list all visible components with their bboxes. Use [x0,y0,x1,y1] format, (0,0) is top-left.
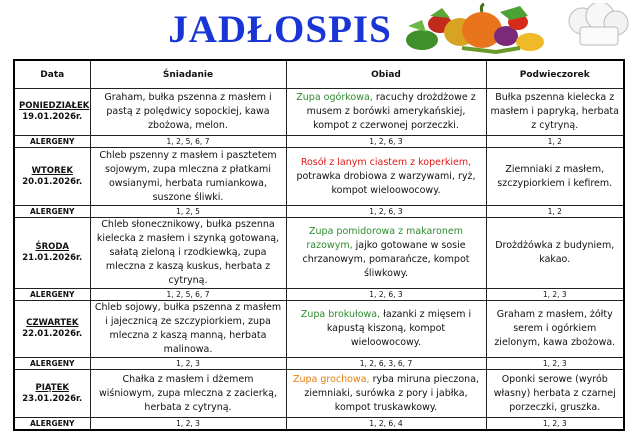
allergens-lunch: 1, 2, 6, 3, 6, 7 [286,358,486,370]
allergens-snack: 1, 2, 3 [486,289,624,301]
allergens-label: ALERGENY [14,358,90,370]
header-row [14,60,624,89]
breakfast-cell: Graham, bułka pszenna z masłem i pastą z polędwicy sopockiej, kawa zbożowa, melon. [90,89,286,136]
day-cell [14,218,90,289]
allergens-breakfast: 1, 2, 5 [90,206,286,218]
allergens-snack: 1, 2, 3 [486,358,624,370]
snack-cell: Drożdżówka z budyniem, kakao. [486,218,624,289]
allergens-label: ALERGENY [14,289,90,301]
menu-row-monday [14,89,624,136]
chef-hat-icon [566,3,630,49]
snack-cell: Bułka pszenna kielecka z masłem i papryką, herbata z cytryną. [486,89,624,136]
allergens-breakfast: 1, 2, 3 [90,418,286,431]
allergens-snack: 1, 2 [486,136,624,148]
allergens-breakfast: 1, 2, 3 [90,358,286,370]
day-name: ŚRODA [35,242,70,252]
day-name: WTOREK [31,165,73,176]
header-snack: Podwieczorek [486,60,624,89]
day-cell [14,301,90,358]
day-date: 21.01.2026r. [22,253,83,263]
day-date: 19.01.2026r. [22,112,83,122]
menu-table [13,59,625,431]
lunch-rest: łazanki z mięsem i kapustą kiszoną, kompot wieloowocowy. [326,309,472,348]
day-date: 20.01.2026r. [22,176,83,187]
vegetables-illustration [400,2,590,58]
soup-name: Zupa grochowa, [292,373,370,385]
soup-name: Rosół z lanym ciastem z koperkiem, [300,156,472,168]
snack-cell: Ziemniaki z masłem, szczypiorkiem i kefirem. [486,148,624,206]
day-name: PIĄTEK [35,382,69,393]
day-cell [14,148,90,206]
allergens-row [14,358,624,370]
soup-name: Zupa pomidorowa z makaronem razowym, [306,226,463,251]
header-date: Data [14,60,90,89]
lunch-rest: ryba miruna pieczona, ziemniaki, surówka z pory i jabłka, kompot truskawkowy. [304,373,480,413]
menu-row-wednesday [14,218,624,289]
allergens-row [14,418,624,431]
day-cell [14,89,90,136]
allergens-breakfast: 1, 2, 5, 6, 7 [90,136,286,148]
day-date: 22.01.2026r. [22,329,83,339]
allergens-label: ALERGENY [14,206,90,218]
allergens-snack: 1, 2, 3 [486,418,624,431]
lunch-cell [286,370,486,418]
allergens-lunch: 1, 2, 6, 3 [286,136,486,148]
allergens-breakfast: 1, 2, 5, 6, 7 [90,289,286,301]
lunch-rest: jajko gotowane w sosie chrzanowym, pomarańcze, kompot śliwkowy. [302,240,470,279]
day-cell [14,370,90,418]
day-name: CZWARTEK [26,318,79,328]
allergens-lunch: 1, 2, 6, 3 [286,289,486,301]
allergens-row [14,206,624,218]
snack-cell: Oponki serowe (wyrób własny) herbata z czarnej porzeczki, gruszka. [486,370,624,418]
lunch-cell [286,89,486,136]
day-name: PONIEDZIAŁEK [19,101,90,111]
breakfast-cell: Chleb słonecznikowy, bułka pszenna kielecka z masłem i szynką gotowaną, sałatą zieloną i rzodkiewką, zupa mleczna z kaszą kuskus, herbata z cytryną. [90,218,286,289]
allergens-label: ALERGENY [14,418,90,431]
header-lunch: Obiad [286,60,486,89]
menu-row-friday [14,370,624,418]
allergens-snack: 1, 2 [486,206,624,218]
allergens-lunch: 1, 2, 6, 3 [286,206,486,218]
header-breakfast: Śniadanie [90,60,286,89]
lunch-cell [286,218,486,289]
lunch-cell [286,148,486,206]
allergens-label: ALERGENY [14,136,90,148]
breakfast-cell: Chałka z masłem i dżemem wiśniowym, zupa mleczna z zacierką, herbata z cytryną. [90,370,286,418]
allergens-row [14,289,624,301]
day-date: 23.01.2026r. [22,393,83,404]
allergens-lunch: 1, 2, 6, 4 [286,418,486,431]
lunch-rest: racuchy drożdżowe z musem z borówki amerykańskiej, kompot z czerwonej porzeczki. [306,92,476,131]
menu-row-tuesday [14,148,624,206]
soup-name: Zupa brokułowa, [300,309,381,320]
page-title: JADŁOSPIS [168,8,392,51]
breakfast-cell: Chleb sojowy, bułka pszenna z masłem i jajecznicą ze szczypiorkiem, zupa mleczna z kaszą manną, herbata malinowa. [90,301,286,358]
breakfast-cell: Chleb pszenny z masłem i pasztetem sojowym, zupa mleczna z płatkami owsianymi, herbata rumiankowa, suszone śliwki. [90,148,286,206]
soup-name: Zupa ogórkowa, [296,92,373,103]
lunch-cell [286,301,486,358]
lunch-rest: potrawka drobiowa z warzywami, ryż, kompot wieloowocowy. [296,170,476,196]
allergens-row [14,136,624,148]
snack-cell: Graham z masłem, żółty serem i ogórkiem zielonym, kawa zbożowa. [486,301,624,358]
menu-row-thursday [14,301,624,358]
